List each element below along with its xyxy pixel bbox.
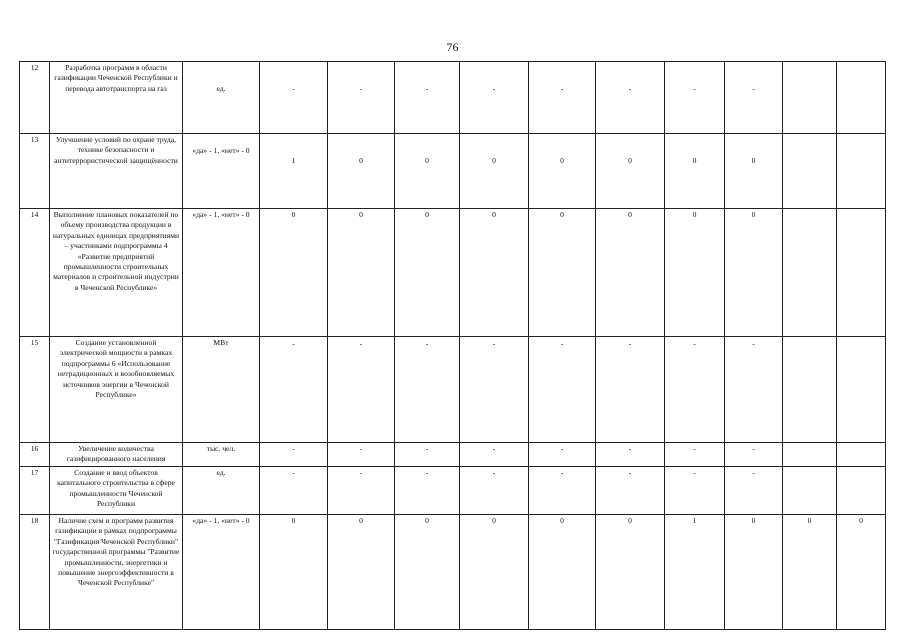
- indicator-name: Создание установленной электрической мощности в рамках подпрограммы 6 «Использование нетрадиционных и возобновляемых источников энергии в Чеченской Республике»: [50, 337, 183, 443]
- value-cell: 0: [529, 209, 596, 337]
- table-row: [20, 337, 886, 443]
- value-cell: -: [460, 337, 529, 443]
- row-number: 16: [20, 443, 50, 467]
- value-cell: -: [395, 337, 460, 443]
- table-row: [20, 467, 886, 515]
- value-cell: -: [665, 467, 725, 515]
- row-number: 14: [20, 209, 50, 337]
- page-number: 76: [446, 40, 459, 54]
- value-cell: 0: [460, 134, 529, 209]
- value-cell: -: [260, 337, 328, 443]
- value-cell: -: [725, 62, 783, 134]
- unit-of-measure: тыс. чел.: [183, 443, 260, 467]
- value-cell: -: [529, 62, 596, 134]
- value-cell: [783, 467, 837, 515]
- value-cell: 0: [328, 209, 395, 337]
- value-cell: -: [328, 337, 395, 443]
- value-cell: 0: [529, 515, 596, 630]
- value-cell: -: [529, 337, 596, 443]
- indicator-name: Разработка программ в области газификации Чеченской Республики и перевода автотранспорта на газ: [50, 62, 183, 134]
- value-cell: -: [665, 62, 725, 134]
- value-cell: -: [260, 443, 328, 467]
- value-cell: -: [665, 443, 725, 467]
- row-number: 13: [20, 134, 50, 209]
- value-cell: -: [725, 467, 783, 515]
- value-cell: -: [529, 467, 596, 515]
- row-number: 15: [20, 337, 50, 443]
- value-cell: -: [395, 62, 460, 134]
- value-cell: 0: [596, 515, 665, 630]
- indicators-table: [19, 61, 886, 630]
- row-number: 18: [20, 515, 50, 630]
- value-cell: 0: [596, 209, 665, 337]
- value-cell: 0: [665, 134, 725, 209]
- value-cell: 0: [328, 134, 395, 209]
- value-cell: 0: [596, 134, 665, 209]
- value-cell: 0: [725, 515, 783, 630]
- table-row: [20, 443, 886, 467]
- table-row: [20, 209, 886, 337]
- value-cell: [783, 134, 837, 209]
- value-cell: 0: [328, 515, 395, 630]
- unit-of-measure: «да» - 1, «нет» - 0: [183, 209, 260, 337]
- value-cell: 0: [395, 209, 460, 337]
- value-cell: 0: [529, 134, 596, 209]
- value-cell: 0: [395, 515, 460, 630]
- row-number: 17: [20, 467, 50, 515]
- value-cell: -: [665, 337, 725, 443]
- value-cell: -: [260, 62, 328, 134]
- value-cell: [837, 209, 886, 337]
- unit-of-measure: МВт: [183, 337, 260, 443]
- value-cell: -: [596, 337, 665, 443]
- value-cell: -: [328, 467, 395, 515]
- value-cell: -: [328, 62, 395, 134]
- value-cell: [783, 337, 837, 443]
- value-cell: 0: [460, 515, 529, 630]
- value-cell: [783, 209, 837, 337]
- value-cell: [837, 62, 886, 134]
- value-cell: -: [596, 443, 665, 467]
- value-cell: -: [460, 467, 529, 515]
- value-cell: -: [395, 467, 460, 515]
- value-cell: -: [596, 62, 665, 134]
- value-cell: [783, 62, 837, 134]
- value-cell: 0: [260, 515, 328, 630]
- indicator-name: Увеличение количества газифицированного населения: [50, 443, 183, 467]
- value-cell: -: [328, 443, 395, 467]
- value-cell: [837, 337, 886, 443]
- unit-of-measure: ед.: [183, 467, 260, 515]
- value-cell: [837, 467, 886, 515]
- value-cell: -: [596, 467, 665, 515]
- table-row: [20, 134, 886, 209]
- value-cell: -: [725, 337, 783, 443]
- value-cell: -: [725, 443, 783, 467]
- value-cell: 0: [725, 134, 783, 209]
- value-cell: [837, 443, 886, 467]
- value-cell: 0: [665, 209, 725, 337]
- table-row: [20, 515, 886, 630]
- indicator-name: Улучшение условий по охране труда, технике безопасности и антитеррористической защищённости: [50, 134, 183, 209]
- value-cell: 0: [783, 515, 837, 630]
- value-cell: 0: [725, 209, 783, 337]
- indicator-name: Наличие схем и программ развития газификации в рамках подпрограммы "Газификация Чеченской Республики" государственной программы "Развитие промышленности, энергетики и повышение энергоэффективности в Чеченской Республике": [50, 515, 183, 630]
- row-number: 12: [20, 62, 50, 134]
- table-row: [20, 62, 886, 134]
- value-cell: 0: [260, 209, 328, 337]
- unit-of-measure: «да» - 1, «нет» - 0: [183, 134, 260, 209]
- value-cell: -: [260, 467, 328, 515]
- value-cell: 0: [395, 134, 460, 209]
- value-cell: 0: [837, 515, 886, 630]
- value-cell: 0: [460, 209, 529, 337]
- value-cell: -: [460, 62, 529, 134]
- indicator-name: Создание и ввод объектов капитального строительства в сфере промышленности Чеченской Республики: [50, 467, 183, 515]
- value-cell: -: [460, 443, 529, 467]
- value-cell: -: [395, 443, 460, 467]
- unit-of-measure: ед.: [183, 62, 260, 134]
- value-cell: [783, 443, 837, 467]
- unit-of-measure: «да» - 1, «нет» - 0: [183, 515, 260, 630]
- value-cell: -: [529, 443, 596, 467]
- value-cell: 1: [665, 515, 725, 630]
- indicator-name: Выполнение плановых показателей по объему производства продукции в натуральных единицах предприятиями – участниками подпрограммы 4 «Развитие предприятий промышленности строительных материалов и строительной индустрии в Чеченской Республике»: [50, 209, 183, 337]
- value-cell: [837, 134, 886, 209]
- value-cell: 1: [260, 134, 328, 209]
